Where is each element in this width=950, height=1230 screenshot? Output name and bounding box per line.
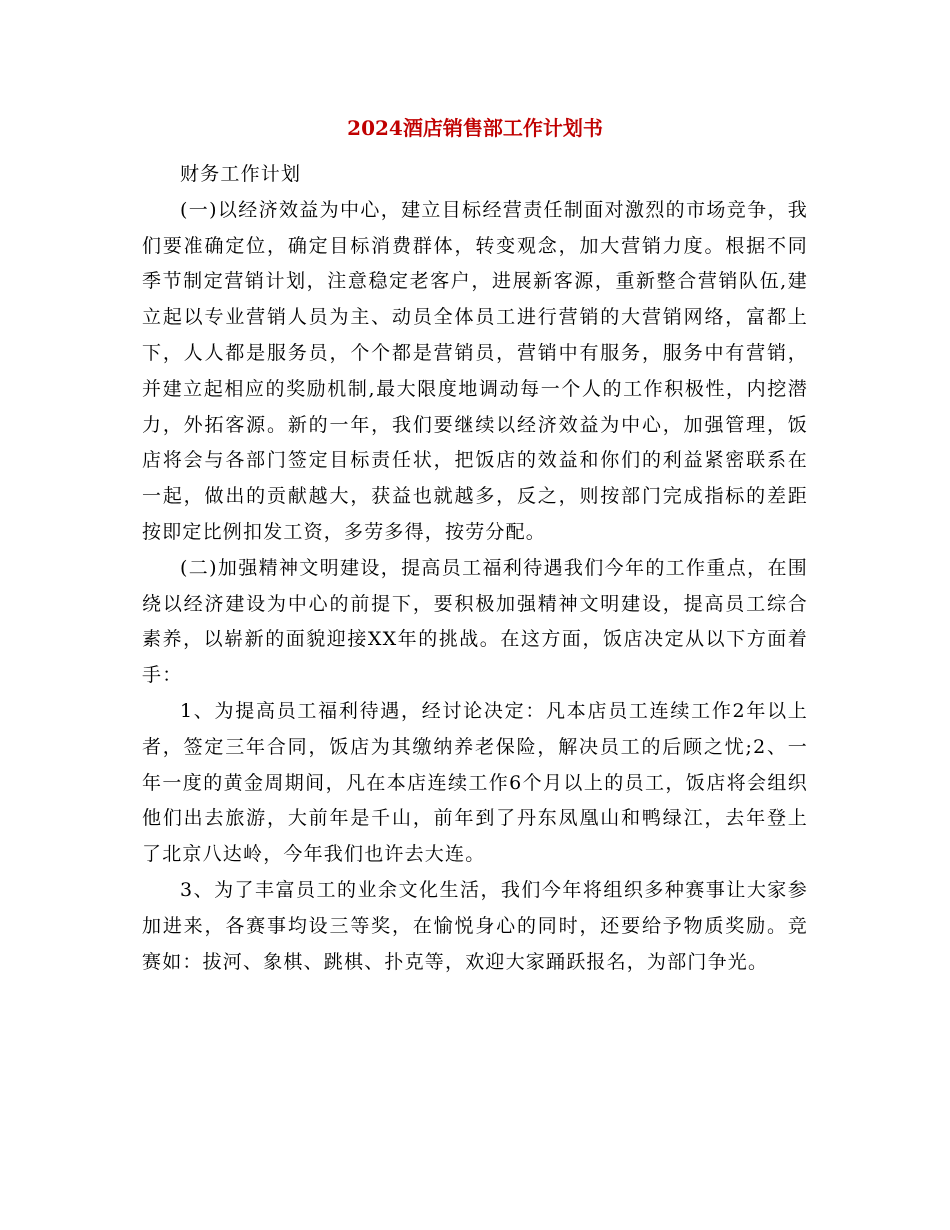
section-heading-finance-plan: 财务工作计划 [180,163,302,185]
paragraph-employee-welfare: 1、为提高员工福利待遇，经讨论决定：凡本店员工连续工作2年以上者，签定三年合同，饭店为其缴纳养老保险，解决员工的后顾之忧;2、一年一度的黄金周期间，凡在本店连续工作6个月以上的员工，饭店将会组织他们出去旅游，大前年是千山，前年到了丹东凤凰山和鸭绿江，去年登上了北京八达岭，今年我们也许去大连。 [142,699,808,866]
paragraph-cultural-activities: 3、为了丰富员工的业余文化生活，我们今年将组织多种赛事让大家参加进来，各赛事均设三等奖，在愉悦身心的同时，还要给予物质奖励。竞赛如：拔河、象棋、跳棋、扑克等，欢迎大家踊跃报名，为部门争光。 [142,878,808,973]
paragraph-spiritual-civilization: (二)加强精神文明建设，提高员工福利待遇我们今年的工作重点，在围绕以经济建设为中心的前提下，要积极加强精神文明建设，提高员工综合素养，以崭新的面貌迎接XX年的挑战。在这方面，饭店决定从以下方面着手： [142,556,808,687]
document-title: 2024酒店销售部工作计划书 [347,116,603,140]
paragraph-economic-benefit: (一)以经济效益为中心，建立目标经营责任制面对激烈的市场竞争，我们要准确定位，确定目标消费群体，转变观念，加大营销力度。根据不同季节制定营销计划，注意稳定老客户，进展新客源，重新整合营销队伍,建立起以专业营销人员为主、动员全体员工进行营销的大营销网络，富都上下，人人都是服务员，个个都是营销员，营销中有服务，服务中有营销，并建立起相应的奖励机制,最大限度地调动每一个人的工作积极性，内挖潜力，外拓客源。新的一年，我们要继续以经济效益为中心，加强管理，饭店将会与各部门签定目标责任状，把饭店的效益和你们的利益紧密联系在一起，做出的贡献越大，获益也就越多，反之，则按部门完成指标的差距按即定比例扣发工资，多劳多得，按劳分配。 [142,198,808,543]
document-body [142,157,808,980]
